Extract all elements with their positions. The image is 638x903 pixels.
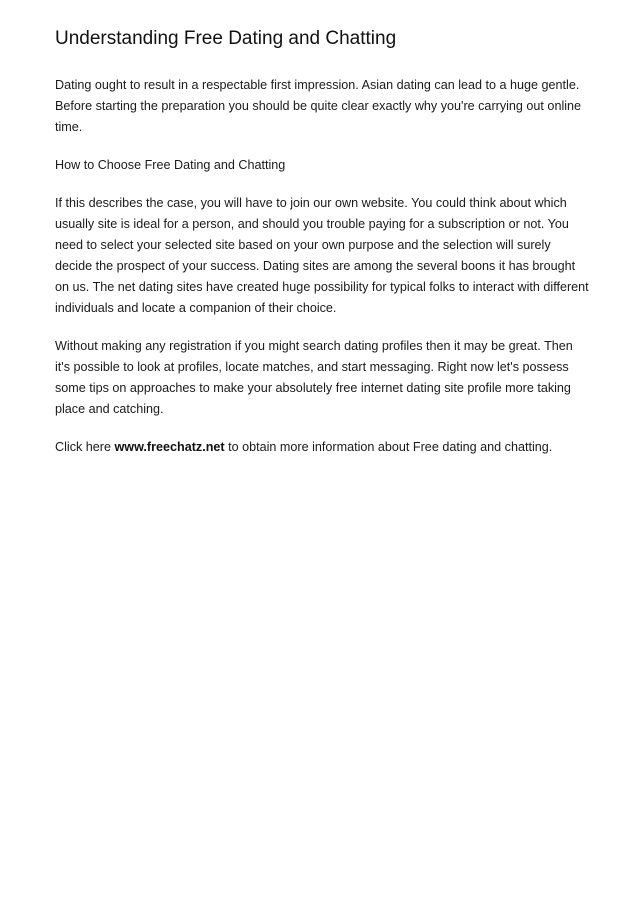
cta-prefix: Click here <box>55 440 115 454</box>
body-paragraph-2: If this describes the case, you will have to join our own website. You could think about which usually site is ideal for a person, and should you trouble paying for a subscription or not. You need to select your selected site based on your own purpose and the selection will surely decide the prospect of your success. Dating sites are among the several boons it has brought on us. The net dating sites have created huge possibility for typical folks to interact with different individuals and locate a companion of their choice. <box>55 196 589 315</box>
intro-paragraph: Dating ought to result in a respectable first impression. Asian dating can lead to a huge gentle. Before starting the preparation you should be quite clear exactly why you're carrying out online time. <box>55 78 582 134</box>
document-title: Understanding Free Dating and Chatting <box>55 28 397 49</box>
body-paragraph-3: Without making any registration if you might search dating profiles then it may be great. Then it's possible to look at profiles, locate matches, and start messaging. Right now let's possess some tips on approaches to make your absolutely free internet dating site profile more taking place and catching. <box>55 339 573 416</box>
cta-suffix: to obtain more information about Free dating and chatting. <box>224 440 553 454</box>
cta-paragraph <box>55 437 590 458</box>
document-page <box>55 26 590 475</box>
section-subheading: How to Choose Free Dating and Chatting <box>55 158 286 172</box>
freechatz-link[interactable]: www.freechatz.net <box>114 440 225 454</box>
